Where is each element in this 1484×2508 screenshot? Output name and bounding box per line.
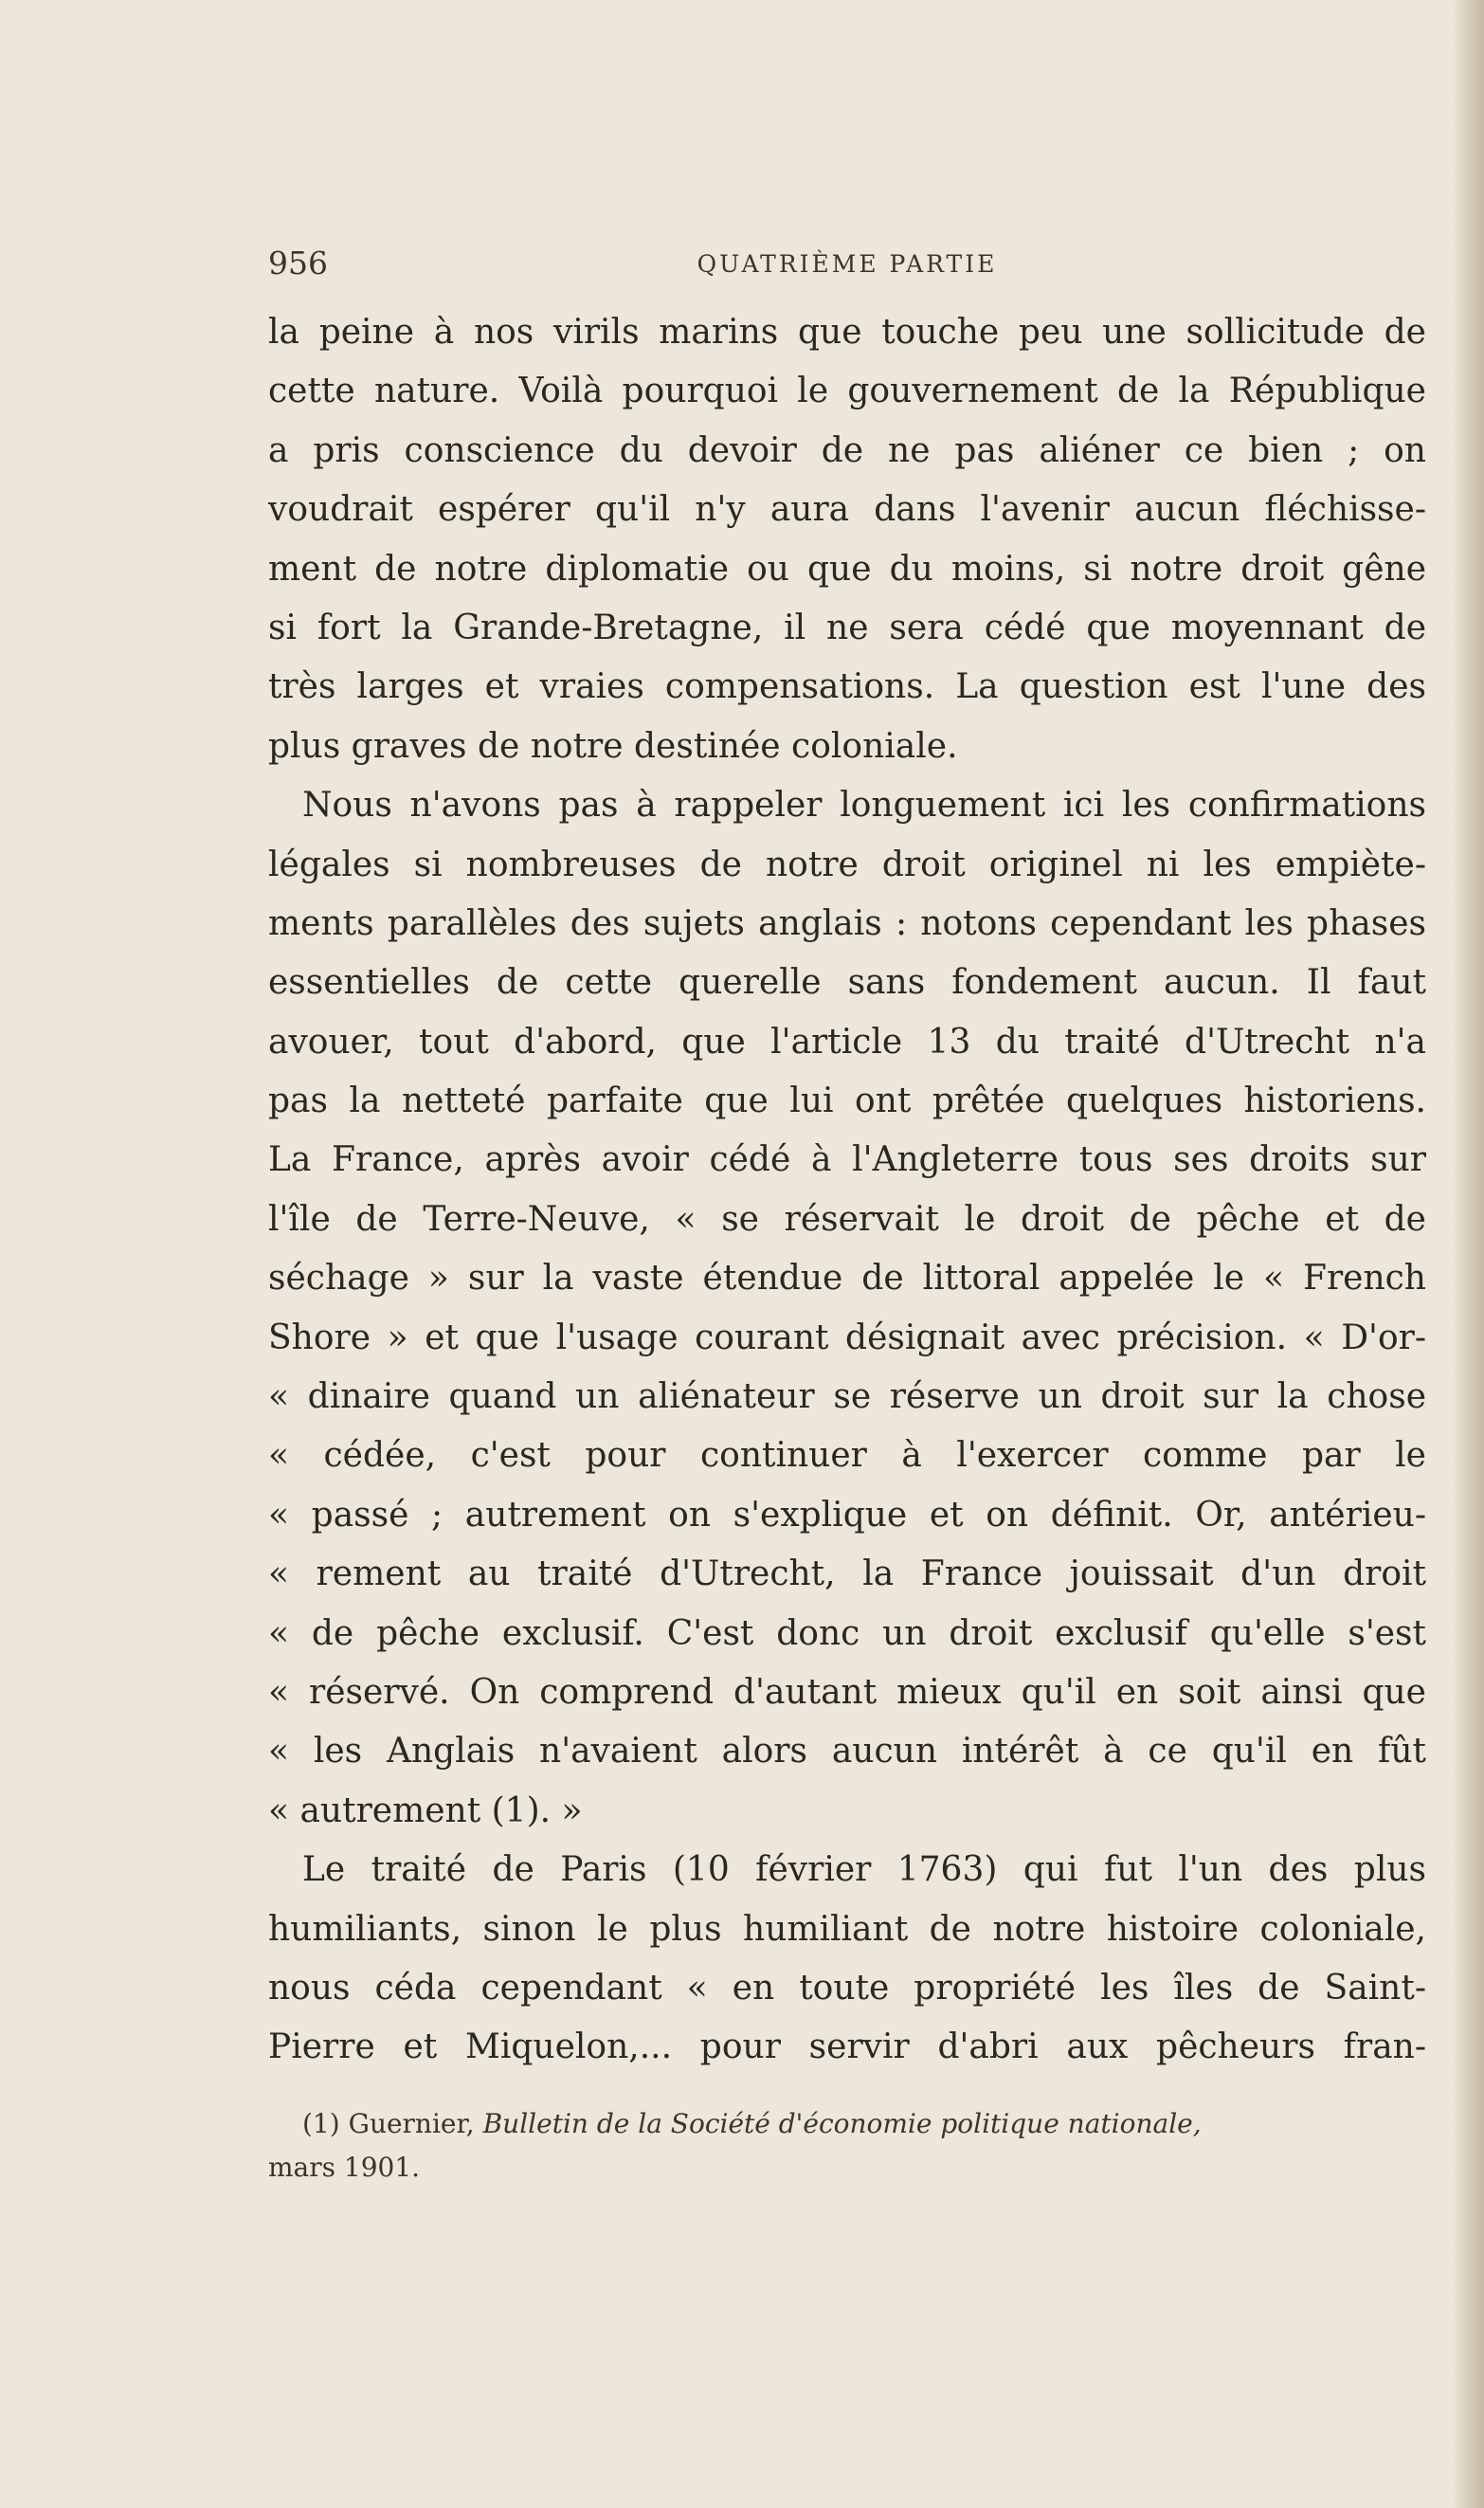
text-line: pas la netteté parfaite que lui ont prêtée quelques historiens.	[268, 1081, 1426, 1121]
text-line: humiliants, sinon le plus humiliant de notre histoire coloniale,	[268, 1909, 1426, 1949]
quote-line: « dinaire quand un aliénateur se réserve un droit sur la chose	[268, 1377, 1426, 1417]
footnote-line	[268, 2102, 1426, 2146]
text-line: cette nature. Voilà pourquoi le gouvernement de la République	[268, 372, 1426, 411]
text-line: si fort la Grande-Bretagne, il ne sera cédé que moyennant de	[268, 608, 1426, 647]
quote-line: « les Anglais n'avaient alors aucun intérêt à ce qu'il en fût	[268, 1732, 1426, 1772]
text-line: ment de notre diplomatie ou que du moins, si notre droit gêne	[268, 549, 1426, 589]
text-line: La France, après avoir cédé à l'Angleterre tous ses droits sur	[268, 1140, 1426, 1180]
quote-line: « autrement (1). »	[268, 1790, 583, 1830]
text-line: séchage » sur la vaste étendue de littoral appelée le « French	[268, 1259, 1426, 1299]
text-line: nous céda cependant « en toute propriété les îles de Saint-	[268, 1968, 1426, 2008]
quote-line: « rement au traité d'Utrecht, la France jouissait d'un droit	[268, 1554, 1426, 1594]
footnote-date: mars 1901.	[268, 2152, 421, 2183]
text-line: ments parallèles des sujets anglais : notons cependant les phases	[268, 903, 1426, 943]
page-header	[268, 245, 1426, 282]
text-line: Nous n'avons pas à rappeler longuement ici les confirmations	[302, 786, 1426, 826]
quote-line: « de pêche exclusif. C'est donc un droit exclusif qu'elle s'est	[268, 1613, 1426, 1653]
page-edge-shadow	[1452, 0, 1484, 2508]
text-line: Le traité de Paris (10 février 1763) qui fut l'un des plus	[302, 1850, 1426, 1890]
footnote-author: Guernier,	[348, 2108, 475, 2139]
footnote-marker: (1)	[302, 2108, 340, 2139]
quote-line: « passé ; autrement on s'explique et on définit. Or, antérieu-	[268, 1495, 1426, 1535]
page-number: 956	[268, 245, 328, 282]
main-text	[268, 303, 1426, 2078]
text-line: plus graves de notre destinée coloniale.	[268, 726, 958, 766]
text-line: l'île de Terre-Neuve, « se réservait le droit de pêche et de	[268, 1199, 1426, 1239]
text-line: la peine à nos virils marins que touche peu une sollicitude de	[268, 313, 1426, 352]
quote-line: « réservé. On comprend d'autant mieux qu'il en soit ainsi que	[268, 1672, 1426, 1712]
text-line: très larges et vraies compensations. La question est l'une des	[268, 667, 1426, 707]
text-line: essentielles de cette querelle sans fondement aucun. Il faut	[268, 963, 1426, 1003]
text-line: légales si nombreuses de notre droit originel ni les empiète-	[268, 845, 1426, 884]
footnote-title: Bulletin de la Société d'économie politique nationale,	[482, 2108, 1202, 2139]
text-line: avouer, tout d'abord, que l'article 13 du traité d'Utrecht n'a	[268, 1022, 1426, 1062]
text-line: a pris conscience du devoir de ne pas aliéner ce bien ; on	[268, 430, 1426, 470]
text-line: voudrait espérer qu'il n'y aura dans l'avenir aucun fléchisse-	[268, 490, 1426, 530]
quote-line: « cédée, c'est pour continuer à l'exercer comme par le	[268, 1436, 1426, 1476]
text-line: Pierre et Miquelon,... pour servir d'abri aux pêcheurs fran-	[268, 2027, 1426, 2067]
text-line: Shore » et que l'usage courant désignait avec précision. « D'or-	[268, 1318, 1426, 1357]
footnote	[268, 2102, 1426, 2190]
running-head: QUATRIÈME PARTIE	[697, 250, 998, 278]
